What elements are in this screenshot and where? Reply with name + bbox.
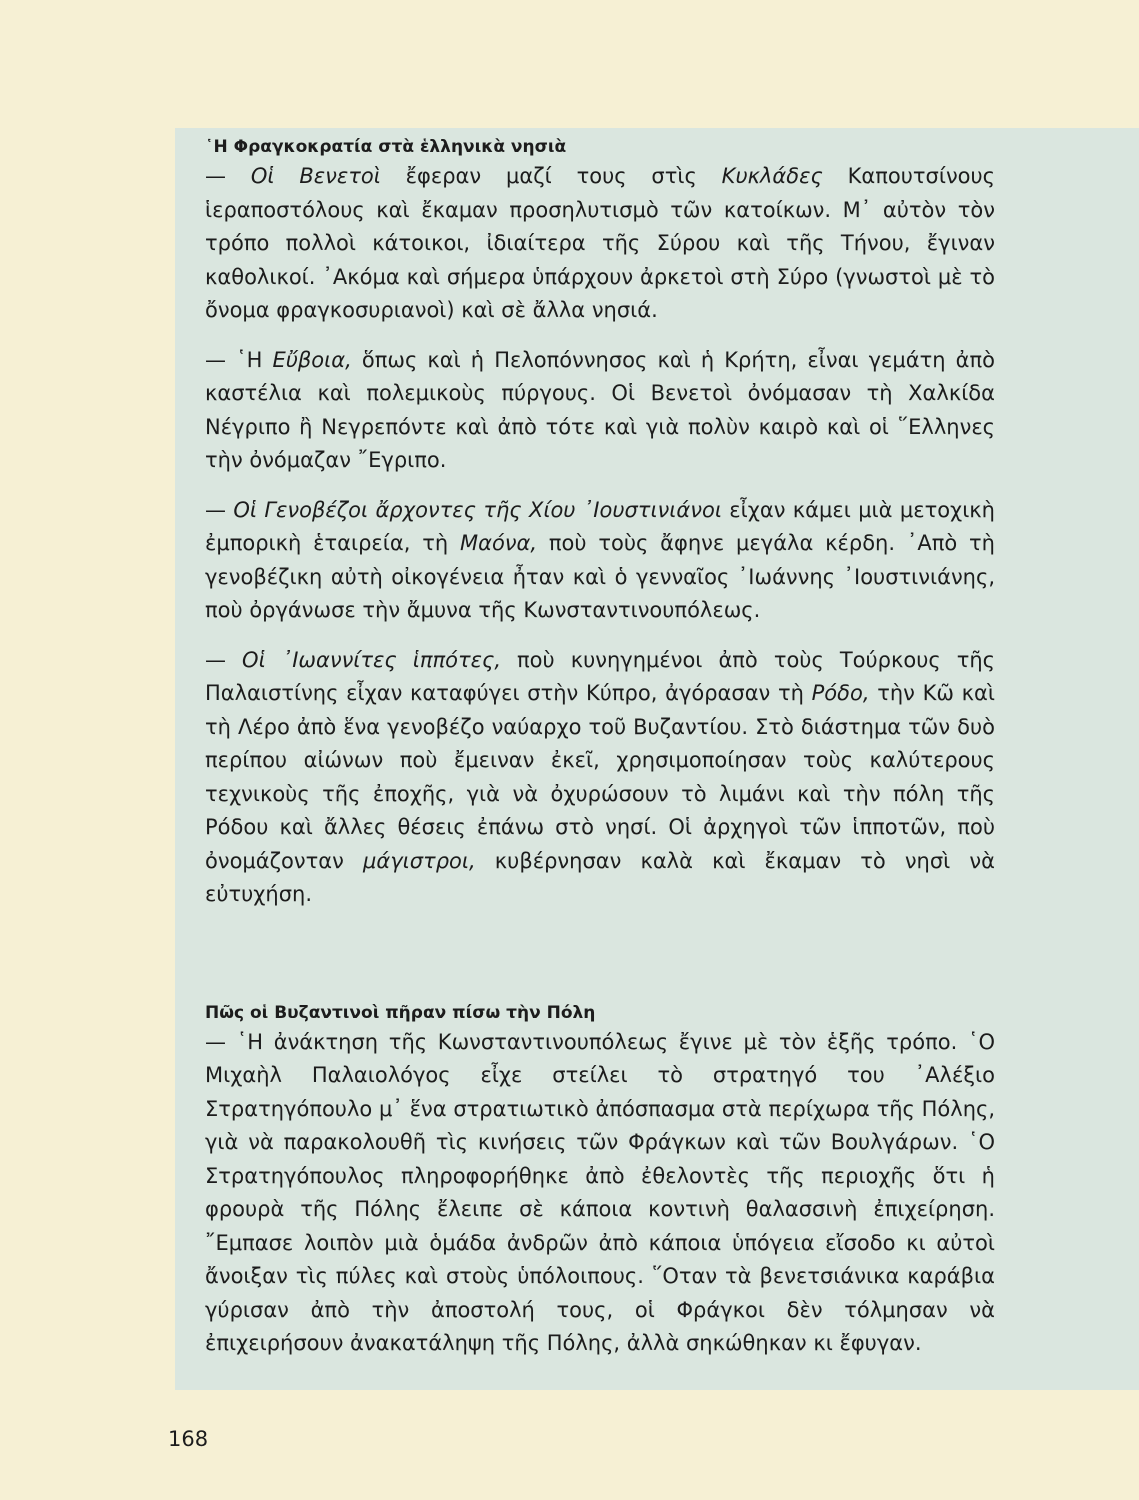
text-run: κυβέρνησαν καλὰ καὶ ἔκαμαν τὸ νησὶ νὰ εὐτυχήση. — [205, 848, 995, 906]
italic-term: Εὔβοια, — [272, 347, 352, 372]
text-run: εἶχαν κάμει μιὰ μετοχικὴ ἐμπορικὴ ἑταιρεία, τὴ — [205, 497, 995, 555]
italic-term: Οἱ ᾽Ιωαννίτες ἱππότες, — [242, 647, 501, 672]
section-heading-frankish-rule: ῾Η Φραγκοκρατία στὰ ἑλληνικὰ νησιὰ — [205, 137, 567, 157]
text-run: — — [205, 647, 243, 672]
paragraph — [205, 494, 995, 628]
italic-term: Κυκλάδες — [721, 164, 823, 188]
italic-term: μάγιστροι, — [363, 848, 476, 873]
section-recapture-of-the-city — [205, 1000, 995, 1361]
paragraph — [205, 644, 995, 912]
italic-term: Οἱ Γενοβέζοι ἄρχοντες τῆς Χίου ᾽Ιουστινιάνοι — [233, 497, 722, 522]
section-heading-recapture: Πῶς οἱ Βυζαντινοὶ πῆραν πίσω τὴν Πόλη — [205, 1002, 596, 1023]
text-run: ποὺ κυνηγημένοι ἀπὸ τοὺς Τούρκους τῆς Παλαιστίνης εἶχαν καταφύγει στὴν Κύπρο, ἀγόρασαν τὴ — [205, 647, 995, 705]
text-run: Καπουτσίνους ἱεραποστόλους καὶ ἔκαμαν προσηλυτισμὸ τῶν κατοίκων. Μ᾽ αὐτὸν τὸν τρόπο πολλοὶ κάτοικοι, ἰδιαίτερα τῆς Σύρου καὶ τῆς Τήνου, ἔγιναν καθολικοί. ᾽Ακόμα καὶ σήμερα ὑπάρχουν ἀρκετοὶ στὴ Σύρο (γνωστοὶ μὲ τὸ ὄνομα φραγκοσυριανοὶ) καὶ σὲ ἄλλα νησιά. — [205, 164, 995, 322]
text-run: τὴν Κῶ καὶ τὴ Λέρο ἀπὸ ἕνα γενοβέζο ναύαρχο τοῦ Βυζαντίου. Στὸ διάστημα τῶν δυὸ περίπου αἰώνων ποὺ ἔμειναν ἐκεῖ, χρησιμοποίησαν τοὺς καλύτερους τεχνικοὺς τῆς ἐποχῆς, γιὰ νὰ ὀχυρώσουν τὸ λιμάνι καὶ τὴν πόλη τῆς Ρόδου καὶ ἄλλες θέσεις ἐπάνω στὸ νησί. Οἱ ἀρχηγοὶ τῶν ἱπποτῶν, ποὺ ὀνομάζονταν — [205, 681, 995, 873]
italic-term: Ρόδο, — [811, 681, 870, 705]
text-run: ποὺ τοὺς ἄφηνε μεγάλα κέρδη. ᾽Απὸ τὴ γενοβέζικη αὐτὴ οἰκογένεια ἦταν καὶ ὁ γενναῖος ᾽Ιωάννης ᾽Ιουστινιάνης, ποὺ ὀργάνωσε τὴν ἄμυνα τῆς Κωνσταντινουπόλεως. — [205, 531, 995, 622]
text-run: ὅπως καὶ ἡ Πελοπόννησος καὶ ἡ Κρήτη, εἶναι γεμάτη ἀπὸ καστέλια καὶ πολεμικοὺς πύργους. Οἱ Βενετοὶ ὀνόμασαν τὴ Χαλκίδα Νέγριπο ἢ Νεγρεπόντε καὶ ἀπὸ τότε καὶ γιὰ πολὺν καιρὸ καὶ οἱ ῞Ελληνες τὴν ὀνόμαζαν ῎Εγριπο. — [205, 347, 995, 472]
text-column — [205, 134, 995, 1361]
italic-term: Οἱ Βενετοὶ — [250, 164, 381, 188]
text-run: — — [205, 497, 234, 522]
paragraph — [205, 344, 995, 478]
text-run: — ῾Η — [205, 347, 273, 372]
paragraph — [205, 1026, 995, 1361]
text-run: — — [205, 164, 251, 188]
page-number: 168 — [168, 1427, 209, 1451]
text-run: ἔφεραν μαζί τους στὶς — [380, 164, 722, 188]
paragraph — [205, 160, 995, 328]
text-run: — ῾Η ἀνάκτηση τῆς Κωνσταντινουπόλεως ἔγινε μὲ τὸν ἑξῆς τρόπο. ῾Ο Μιχαὴλ Παλαιολόγος εἶχε στείλει τὸ στρατηγό του ᾽Αλέξιο Στρατηγόπουλο μ᾽ ἕνα στρατιωτικὸ ἀπόσπασμα στὰ περίχωρα τῆς Πόλης, γιὰ νὰ παρακολουθῆ τὶς κινήσεις τῶν Φράγκων καὶ τῶν Βουλγάρων. ῾Ο Στρατηγόπουλος πληροφορήθηκε ἀπὸ ἐθελοντὲς τῆς περιοχῆς ὅτι ἡ φρουρὰ τῆς Πόλης ἔλειπε σὲ κάποια κοντινὴ θαλασσινὴ ἐπιχείρηση. ῎Εμπασε λοιπὸν μιὰ ὁμάδα ἀνδρῶν ἀπὸ κάποια ὑπόγεια εἴσοδο κι αὐτοὶ ἄνοιξαν τὶς πύλες καὶ στοὺς ὑπόλοιπους. ῞Οταν τὰ βενετσιάνικα καράβια γύρισαν ἀπὸ τὴν ἀποστολή τους, οἱ Φράγκοι δὲν τόλμησαν νὰ ἐπιχειρήσουν ἀνακατάληψη τῆς Πόλης, ἀλλὰ σηκώθηκαν κι ἔφυγαν. — [205, 1029, 995, 1355]
italic-term: Μαόνα, — [460, 531, 538, 555]
